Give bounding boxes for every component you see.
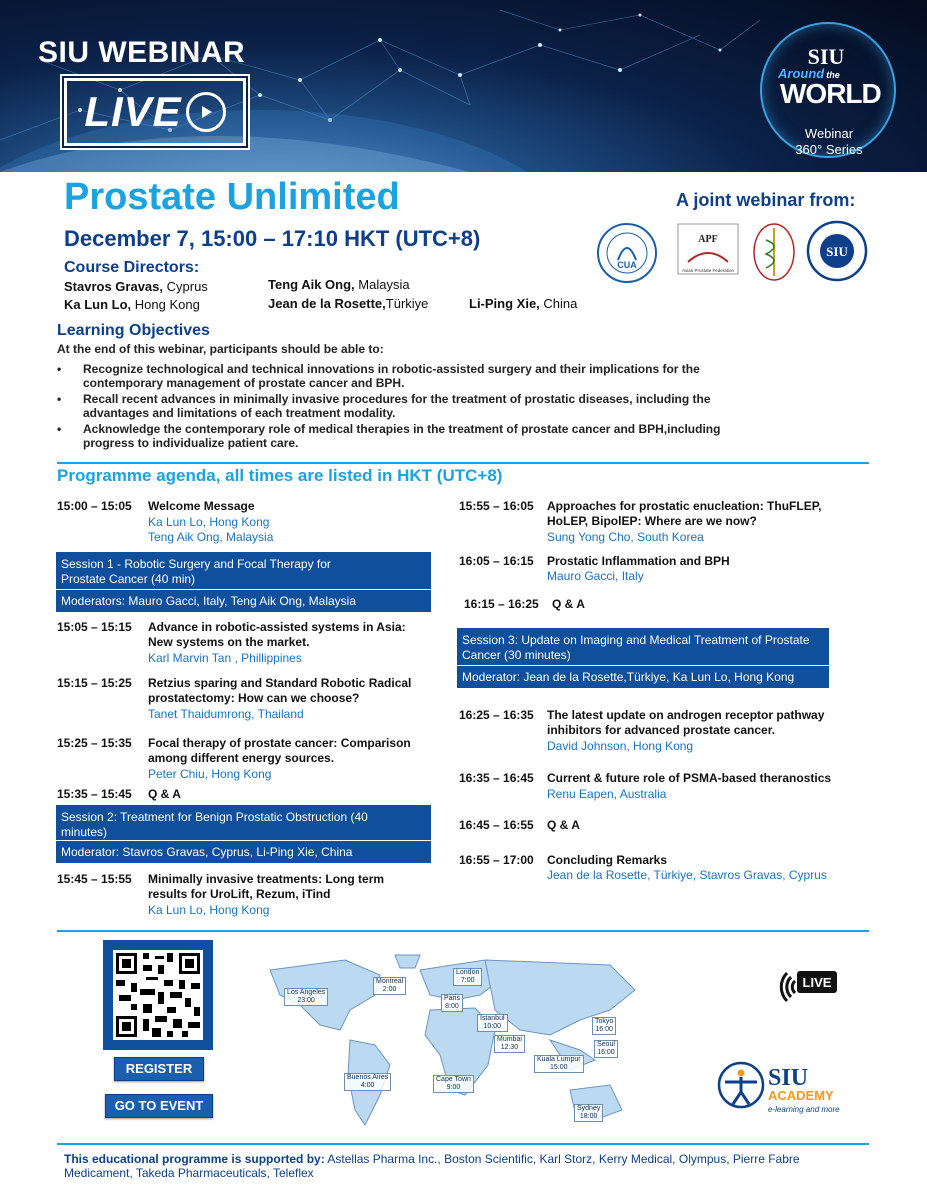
agenda-speaker: Karl Marvin Tan , Phillippines xyxy=(148,651,302,665)
agenda-item-title: Approaches for prostatic enucleation: ThuFLEP, HoLEP, BipolEP: Where are we now? xyxy=(547,499,822,528)
city-time-label: Buenos Aires 4:00 xyxy=(344,1073,391,1091)
live-badge xyxy=(64,78,246,146)
city-time-label: Sydney 18:00 xyxy=(574,1104,603,1122)
agenda-speaker: Tanet Thaidumrong, Thailand xyxy=(148,707,304,721)
academy-tagline: e-learning and more xyxy=(768,1105,840,1114)
session-title: Session 3: Update on Imaging and Medical Treatment of Prostate Cancer (30 minutes) xyxy=(462,633,810,662)
apf-logo-text: APF xyxy=(698,234,718,245)
agenda-speaker: Sung Yong Cho, South Korea xyxy=(547,530,704,544)
siu-seal-text: SIU xyxy=(826,244,848,259)
city-time-label: Mumbai 12:30 xyxy=(494,1035,525,1053)
agenda-item-title: Advance in robotic-assisted systems in Asia: New systems on the market. xyxy=(148,620,406,649)
agenda-speaker: Ka Lun Lo, Hong Kong xyxy=(148,903,270,917)
agenda-speaker: David Johnson, Hong Kong xyxy=(547,739,694,753)
agenda-time: 15:25 – 15:35 xyxy=(57,736,132,750)
agenda-time: 16:35 – 16:45 xyxy=(459,771,534,785)
go-to-event-button[interactable]: GO TO EVENT xyxy=(105,1094,213,1118)
objectives-title: Learning Objectives xyxy=(57,322,210,339)
agenda-speaker: Mauro Gacci, Italy xyxy=(547,569,644,583)
agenda-item-title: The latest update on androgen receptor pathway inhibitors for advanced prostate cancer. xyxy=(547,708,825,737)
city-time-label: Paris 8:00 xyxy=(441,994,463,1012)
session-moderators: Moderators: Mauro Gacci, Italy, Teng Aik Ong, Malaysia xyxy=(56,589,431,612)
supporters-line xyxy=(64,1152,854,1180)
divider xyxy=(57,1143,869,1145)
qr-code[interactable] xyxy=(113,950,203,1040)
city-time-label: Kuala Lumpur 15:00 xyxy=(534,1055,584,1073)
divider xyxy=(57,462,869,464)
series-title: SIU WEBINAR xyxy=(38,36,246,69)
agenda-time: 15:05 – 15:15 xyxy=(57,620,132,634)
live-logo-text: LIVE xyxy=(802,975,832,990)
siu-seal-logo xyxy=(806,220,868,282)
session-1-box xyxy=(56,552,431,612)
event-date: December 7, 15:00 – 17:10 HKT (UTC+8) xyxy=(64,226,481,251)
agenda-speaker: Renu Eapen, Australia xyxy=(547,787,667,801)
director-4: Jean de la Rosette,Türkiye xyxy=(268,296,429,311)
agenda-item-title: Minimally invasive treatments: Long term results for UroLift, Rezum, iTind xyxy=(148,872,385,901)
session-2-box xyxy=(56,805,431,863)
cua-logo-text: CUA xyxy=(617,260,637,270)
agenda-time: 15:35 – 15:45 xyxy=(57,787,132,801)
city-time-label: Cape Town 9:00 xyxy=(433,1075,474,1093)
session-title: Session 2: Treatment for Benign Prostatic Obstruction (40 minutes) xyxy=(61,810,368,839)
play-icon xyxy=(186,92,226,132)
agenda-item-title: Q & A xyxy=(547,818,580,832)
atw-world-text: WORLD xyxy=(780,78,881,109)
director-1: Stavros Gravas, Cyprus xyxy=(64,279,208,294)
agenda-speaker: Ka Lun Lo, Hong Kong xyxy=(148,515,270,529)
agenda-title: Programme agenda, all times are listed in HKT (UTC+8) xyxy=(57,466,503,485)
register-button[interactable]: REGISTER xyxy=(114,1057,204,1081)
city-time-label: Los Angeles 23:00 xyxy=(284,988,328,1006)
event-title: Prostate Unlimited xyxy=(64,176,400,218)
director-5: Li-Ping Xie, China xyxy=(469,296,578,311)
city-time-label: Istanbul 10:00 xyxy=(477,1014,508,1032)
apf-logo xyxy=(674,222,742,280)
session-moderators: Moderator: Jean de la Rosette,Türkiye, Ka Lun Lo, Hong Kong xyxy=(457,665,829,688)
agenda-time: 16:25 – 16:35 xyxy=(459,708,534,722)
joint-webinar-label: A joint webinar from: xyxy=(676,190,856,210)
academy-siu-text: SIU xyxy=(768,1065,809,1091)
agenda-time: 16:15 – 16:25 xyxy=(464,597,539,611)
agenda-item-title: Q & A xyxy=(148,787,181,801)
agenda-speaker: Jean de la Rosette, Türkiye, Stavros Gravas, Cyprus xyxy=(547,868,827,882)
agenda-time: 15:00 – 15:05 xyxy=(57,499,132,513)
course-directors-label: Course Directors: xyxy=(64,259,200,276)
agenda-item-title: Focal therapy of prostate cancer: Comparison among different energy sources. xyxy=(148,736,411,765)
director-3: Teng Aik Ong, Malaysia xyxy=(268,277,410,292)
session-3-box xyxy=(457,628,829,688)
agenda-speaker: Teng Aik Ong, Malaysia xyxy=(148,530,274,544)
greenland-shape xyxy=(395,955,420,968)
objectives-intro: At the end of this webinar, participants should be able to: xyxy=(57,342,384,356)
live-broadcast-icon xyxy=(775,967,839,1007)
city-time-label: Seoul 16:00 xyxy=(594,1040,618,1058)
atw-the-text: the xyxy=(826,70,840,80)
agenda-item-title: Concluding Remarks xyxy=(547,853,668,867)
atw-around-text: Around xyxy=(778,66,825,81)
city-time-label: Tokyo 16:00 xyxy=(592,1017,616,1035)
agenda-time: 15:55 – 16:05 xyxy=(459,499,534,513)
agenda-item-title: Welcome Message xyxy=(148,499,255,513)
agenda-time: 16:55 – 17:00 xyxy=(459,853,534,867)
live-badge-text: LIVE xyxy=(84,88,182,135)
atw-webinar-text: Webinar xyxy=(804,126,854,141)
agenda-time: 15:45 – 15:55 xyxy=(57,872,132,886)
medical-association-logo xyxy=(752,222,796,282)
agenda-item-title: Prostatic Inflammation and BPH xyxy=(547,554,730,568)
atw-series-text: 360° Series xyxy=(795,142,863,157)
city-time-label: Montreal 2:00 xyxy=(373,977,406,995)
agenda-item-title: Retzius sparing and Standard Robotic Radical prostatectomy: How can we choose? xyxy=(148,676,412,705)
agenda-time: 15:15 – 15:25 xyxy=(57,676,132,690)
city-time-label: London 7:00 xyxy=(453,968,482,986)
atw-siu-text: SIU xyxy=(807,44,845,69)
cua-logo xyxy=(596,222,658,284)
header-banner xyxy=(0,0,927,172)
director-2: Ka Lun Lo, Hong Kong xyxy=(64,297,200,312)
session-moderators: Moderator: Stavros Gravas, Cyprus, Li-Ping Xie, China xyxy=(56,840,431,863)
agenda-item-title: Q & A xyxy=(552,597,585,611)
session-title: Session 1 - Robotic Surgery and Focal Therapy for Prostate Cancer (40 min) xyxy=(61,557,331,586)
academy-text: ACADEMY xyxy=(768,1088,834,1103)
siu-academy-logo xyxy=(716,1060,866,1120)
agenda-speaker: Peter Chiu, Hong Kong xyxy=(148,767,272,781)
support-label: This educational programme is supported by: xyxy=(64,1152,325,1166)
divider xyxy=(57,930,869,932)
agenda-item-title: Current & future role of PSMA-based theranostics xyxy=(547,771,832,785)
agenda-time: 16:45 – 16:55 xyxy=(459,818,534,832)
apf-logo-caption: Asian Prostate Federation xyxy=(681,268,735,273)
agenda-time: 16:05 – 16:15 xyxy=(459,554,534,568)
qr-code-icon xyxy=(113,950,203,1040)
support-sponsors: Astellas Pharma Inc., Boston Scientific, Karl Storz, Kerry Medical, Olympus, Pierre Fabre Medicament, Takeda Pharmaceuticals, Teleflex xyxy=(64,1152,800,1180)
